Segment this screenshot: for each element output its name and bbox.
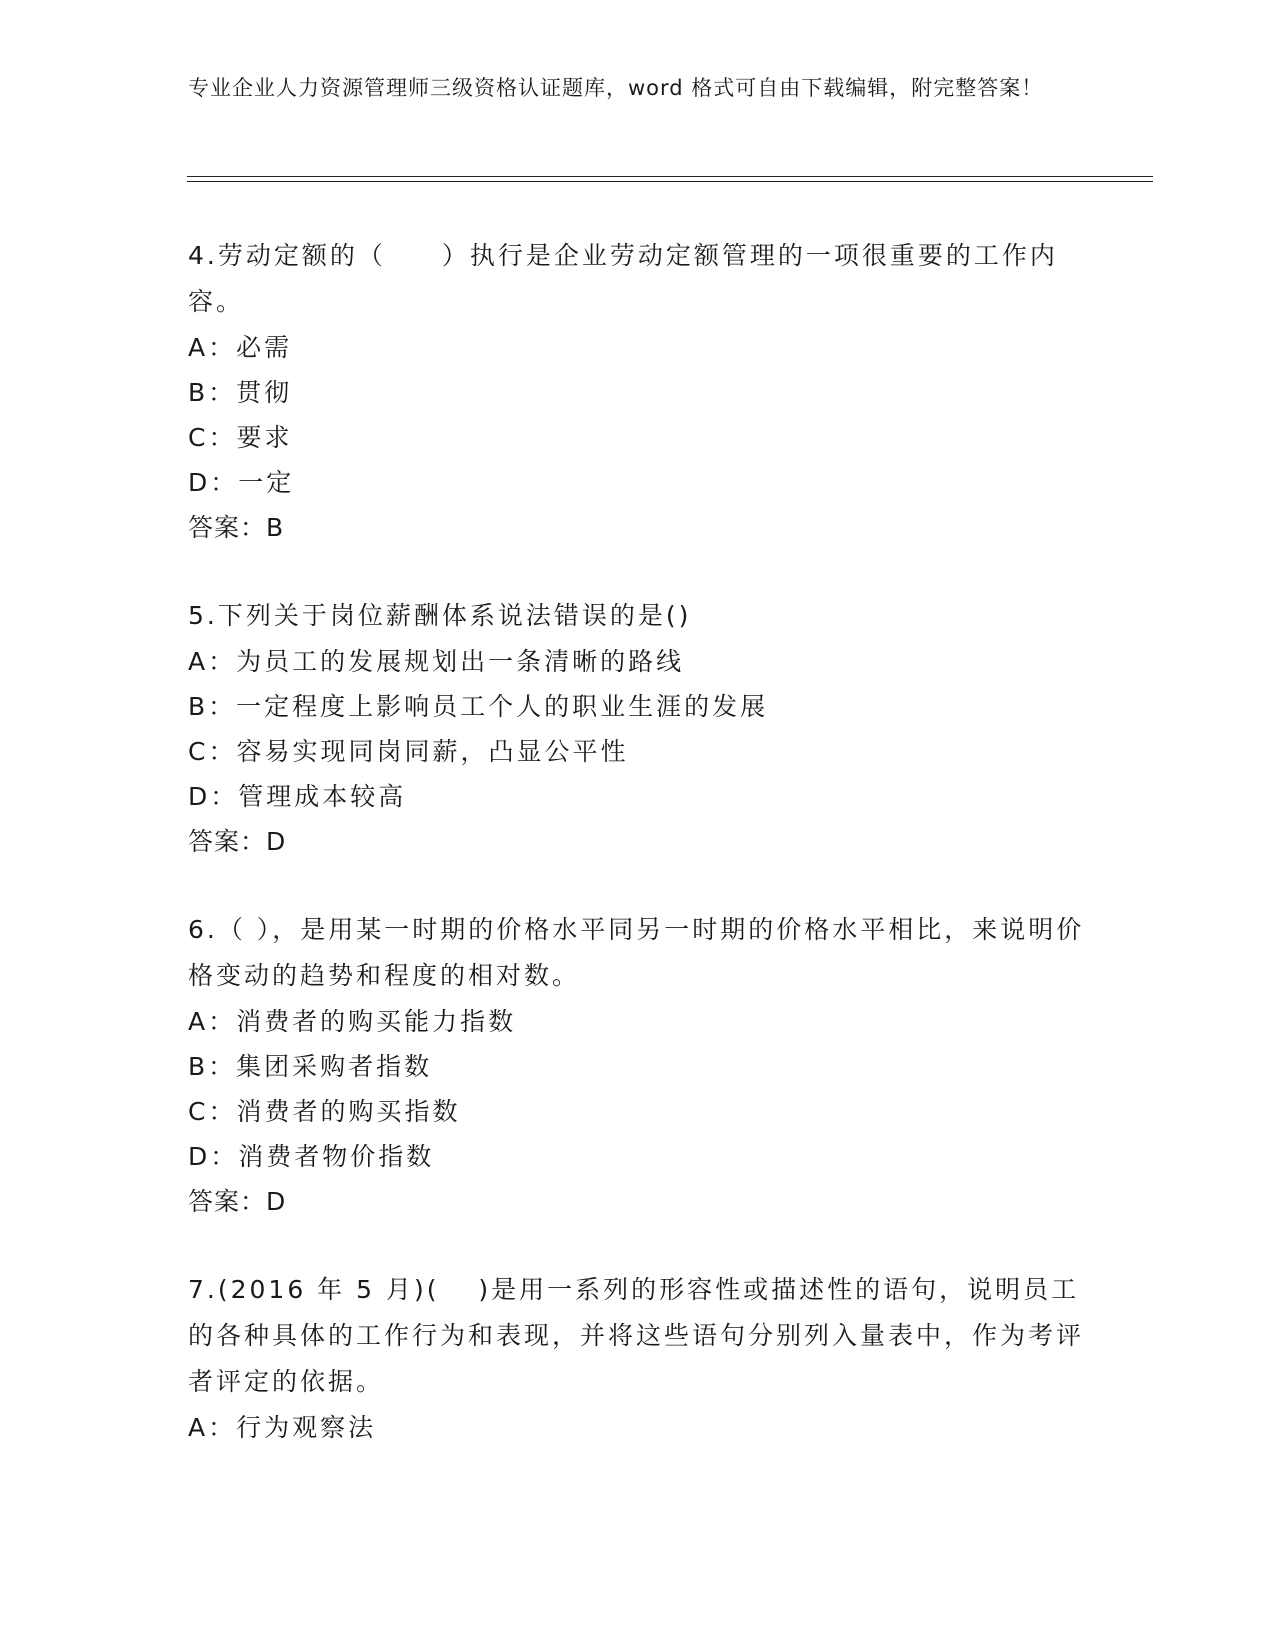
option-b: B：集团采购者指数 — [188, 1052, 433, 1081]
header-divider-top — [187, 176, 1153, 177]
question-5 — [188, 593, 1088, 864]
answer-line: 答案：D — [188, 827, 287, 856]
question-7 — [188, 1267, 1088, 1450]
option-b: B：贯彻 — [188, 378, 293, 407]
question-text: 5.下列关于岗位薪酬体系说法错误的是() — [188, 601, 692, 630]
question-6 — [188, 907, 1088, 1224]
answer-line: 答案：B — [188, 513, 285, 542]
question-list — [188, 233, 1088, 1493]
option-c: C：消费者的购买指数 — [188, 1097, 461, 1126]
header-divider-bottom — [187, 181, 1153, 182]
question-text: 7.(2016 年 5 月)( )是用一系列的形容性或描述性的语句，说明员工的各种具体的工作行为和表现，并将这些语句分别列入量表中，作为考评者评定的依据。 — [188, 1275, 1085, 1396]
option-a: A：为员工的发展规划出一条清晰的路线 — [188, 647, 685, 676]
option-c: C：容易实现同岗同薪，凸显公平性 — [188, 737, 629, 766]
option-a: A：行为观察法 — [188, 1413, 377, 1442]
option-d: D：消费者物价指数 — [188, 1142, 435, 1171]
document-header: 专业企业人力资源管理师三级资格认证题库，word 格式可自由下载编辑，附完整答案！ — [188, 76, 1044, 100]
option-a: A：消费者的购买能力指数 — [188, 1007, 517, 1036]
question-4 — [188, 233, 1088, 550]
option-c: C：要求 — [188, 423, 293, 452]
option-a: A：必需 — [188, 333, 293, 362]
option-b: B：一定程度上影响员工个人的职业生涯的发展 — [188, 692, 769, 721]
option-d: D：一定 — [188, 468, 295, 497]
question-text: 4.劳动定额的（ ）执行是企业劳动定额管理的一项很重要的工作内容。 — [188, 241, 1058, 316]
option-d: D：管理成本较高 — [188, 782, 407, 811]
answer-line: 答案：D — [188, 1187, 287, 1216]
question-text: 6.（ ），是用某一时期的价格水平同另一时期的价格水平相比，来说明价格变动的趋势和程度的相对数。 — [188, 915, 1085, 990]
